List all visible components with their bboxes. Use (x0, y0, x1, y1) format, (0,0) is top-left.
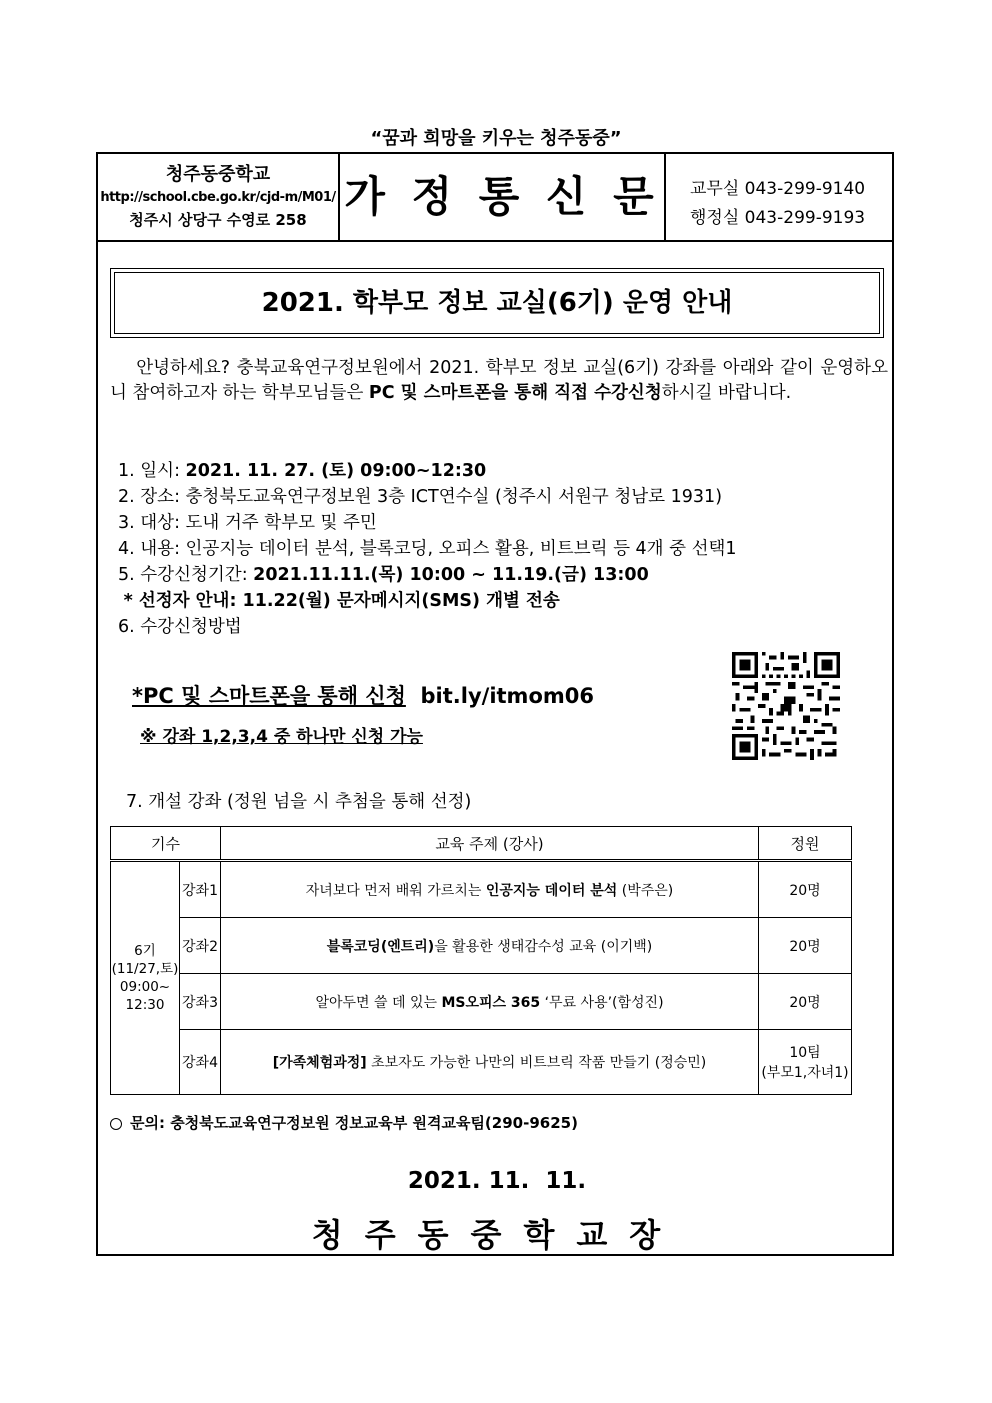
table-header (111, 827, 852, 861)
lecture-4: 강좌4 (180, 1030, 221, 1095)
item-5-label: 5. 수강신청기간: (118, 565, 254, 585)
inquiry: 문의: 충청북도교육연구정보원 정보교육부 원격교육팀(290-9625) (110, 1112, 578, 1133)
topic-1: 자녀보다 먼저 배워 가르치는 인공지능 데이터 분석 (박주은) (221, 861, 759, 918)
motto: “꿈과 희망을 키우는 청주동중” (370, 128, 622, 149)
school-address: 청주시 상당구 수영로 258 (129, 211, 307, 229)
table-row (111, 974, 852, 1030)
header (98, 154, 892, 242)
newsletter-title: 가 정 통 신 문 (340, 154, 666, 240)
header-capacity: 정원 (759, 827, 852, 861)
topic-2: 블록코딩(엔트리)을 활용한 생태감수성 교육 (이기백) (221, 918, 759, 974)
capacity-4: 10팀 (부모1,자녀1) (759, 1030, 852, 1095)
item-6: 6. 수강신청방법 (118, 617, 242, 637)
item-3: 3. 대상: 도내 거주 학부모 및 주민 (118, 513, 377, 533)
title-box (110, 268, 884, 338)
apply-link[interactable]: bit.ly/itmom06 (420, 684, 594, 708)
lecture-3: 강좌3 (180, 974, 221, 1030)
intro-bold: PC 및 스마트폰을 통해 직접 수강신청 (368, 383, 662, 403)
bullet-circle-icon (110, 1118, 122, 1130)
school-url[interactable]: http://school.cbe.go.kr/cjd-m/M01/ (100, 190, 336, 205)
item-5 (118, 562, 878, 588)
section-7-title: 7. 개설 강좌 (정원 넘을 시 추첨을 통해 선정) (126, 792, 472, 812)
capacity-1: 20명 (759, 861, 852, 918)
table-row (111, 1030, 852, 1095)
course-table (110, 826, 852, 1095)
topic-3: 알아두면 쓸 데 있는 MS오피스 365 ‘무료 사용’(함성진) (221, 974, 759, 1030)
item-4: 4. 내용: 인공지능 데이터 분석, 블록코딩, 오피스 활용, 비트브릭 등 4개 중 선택1 (118, 539, 737, 559)
item-1-label: 1. 일시: (118, 461, 186, 481)
topic-4: [가족체험과정] 초보자도 가능한 나만의 비트브릭 작품 만들기 (정승민) (221, 1030, 759, 1095)
apply-line (132, 680, 594, 710)
lecture-2: 강좌2 (180, 918, 221, 974)
contact-info (666, 154, 892, 240)
school-info (98, 154, 340, 240)
apply-label: *PC 및 스마트폰을 통해 신청 (132, 684, 406, 708)
apply-note: ※ 강좌 1,2,3,4 중 하나만 신청 가능 (140, 727, 423, 747)
header-topic: 교육 주제 (강사) (221, 827, 759, 861)
phone-admin: 행정실 043-299-9193 (690, 208, 866, 228)
intro-part2: 하시길 바랍니다. (661, 383, 792, 403)
table-row (111, 861, 852, 918)
school-name: 청주동중학교 (165, 164, 271, 185)
principal-signature: 청주동중학교장 (311, 1216, 683, 1254)
capacity-3: 20명 (759, 974, 852, 1030)
item-5-note: * 선정자 안내: 11.22(월) 문자메시지(SMS) 개별 전송 (123, 591, 560, 611)
intro-paragraph (110, 356, 888, 406)
details-list (118, 458, 878, 640)
item-1 (118, 458, 878, 484)
newsletter-frame (96, 152, 894, 1256)
item-1-value: 2021. 11. 27. (토) 09:00~12:30 (185, 461, 487, 481)
item-2: 2. 장소: 충청북도교육연구정보원 3층 ICT연수실 (청주시 서원구 청남로 1931) (118, 487, 723, 507)
issue-date: 2021. 11. 11. (407, 1168, 587, 1194)
phone-office: 교무실 043-299-9140 (690, 179, 866, 199)
page-title: 2021. 학부모 정보 교실(6기) 운영 안내 (114, 272, 880, 334)
lecture-1: 강좌1 (180, 861, 221, 918)
qr-code-icon[interactable] (732, 652, 840, 760)
item-5-value: 2021.11.11.(목) 10:00 ~ 11.19.(금) 13:00 (253, 565, 649, 585)
intro-part1: 안녕하세요? 충북교육연구정보원에서 2021. 학부모 정보 교실(6기) 강좌를 아래와 같이 운영하오니 참여하고자 하는 학부모님들은 (110, 358, 888, 403)
term-cell: 6기 (11/27,토) 09:00~ 12:30 (111, 861, 180, 1095)
capacity-2: 20명 (759, 918, 852, 974)
header-term: 기수 (111, 827, 221, 861)
table-row (111, 918, 852, 974)
